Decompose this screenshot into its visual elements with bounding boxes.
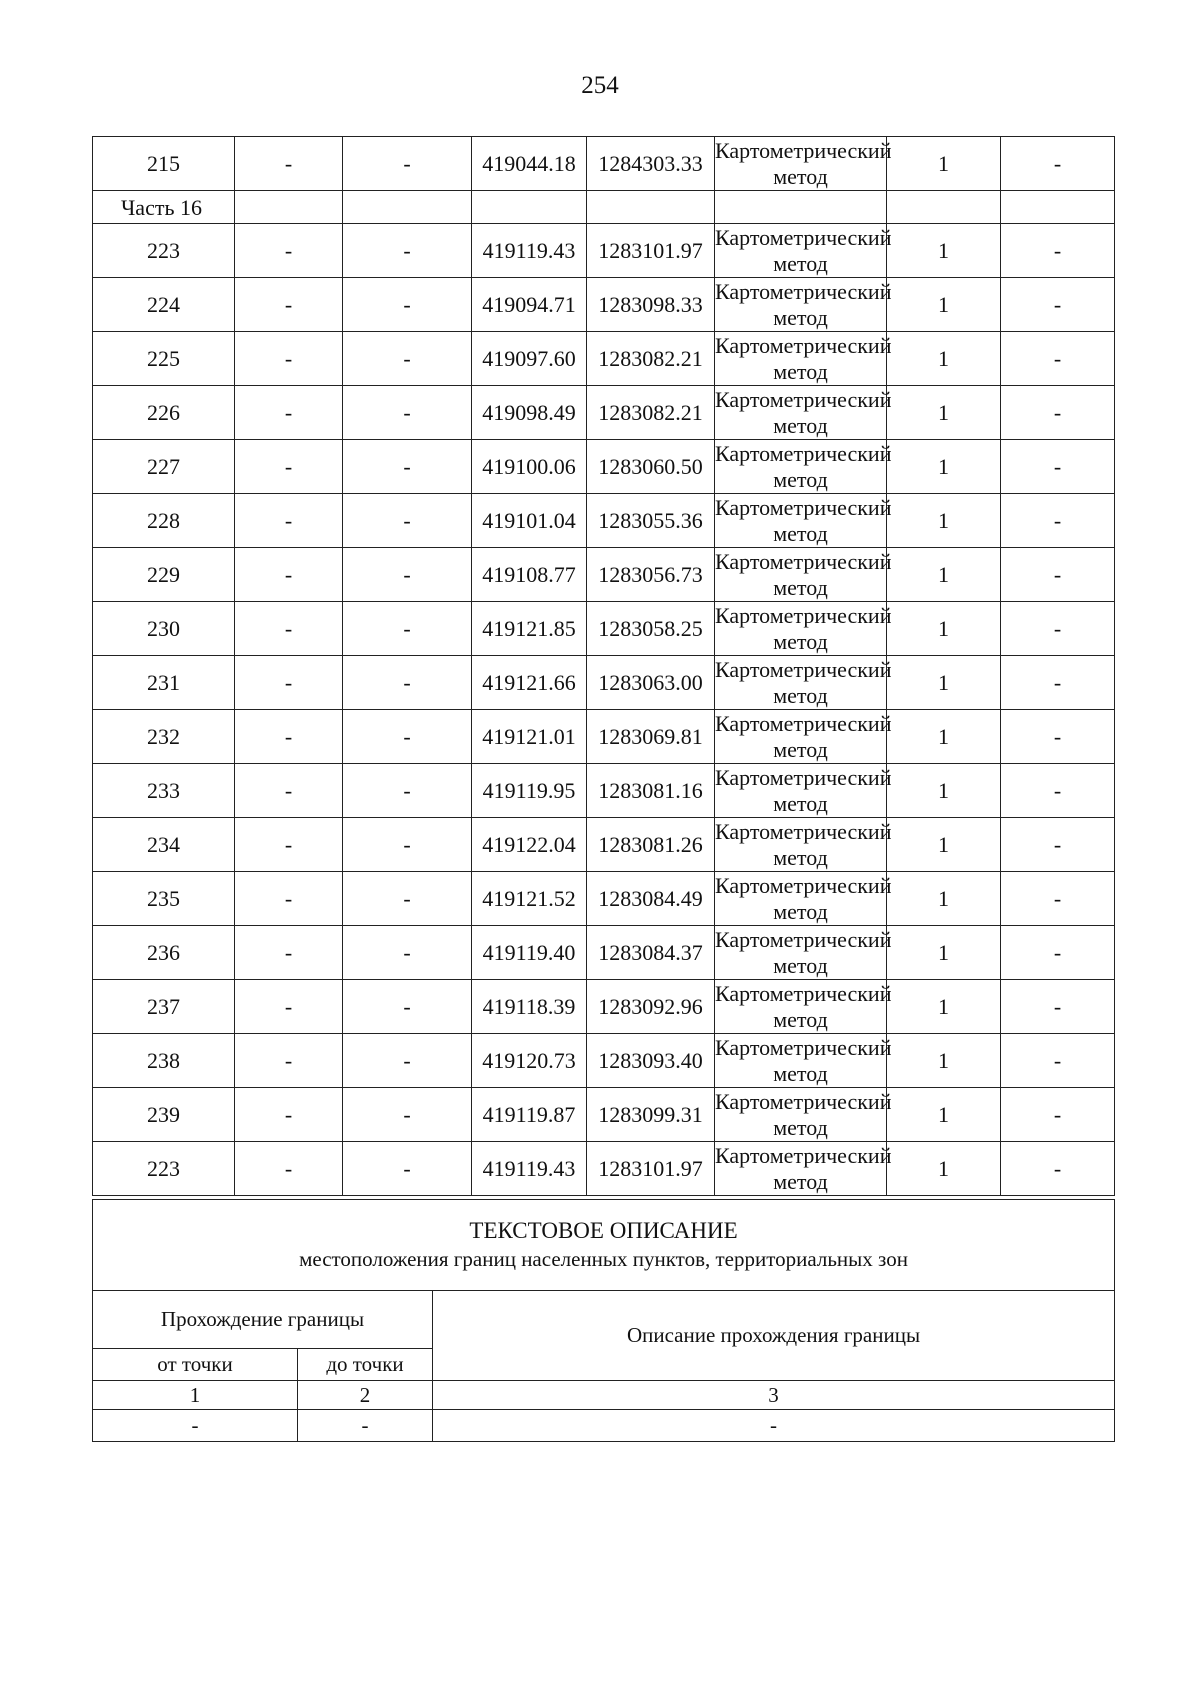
method-cell: Картометрический метод	[715, 548, 892, 600]
point-number-cell: 226	[93, 386, 235, 440]
x-coordinate-cell: 419121.52	[472, 872, 587, 926]
column-3-cell: -	[343, 332, 472, 386]
point-number-cell: 237	[93, 980, 235, 1034]
from-point-value: -	[93, 1410, 298, 1442]
method-cell: Картометрический метод	[715, 137, 892, 189]
column-2-cell: -	[235, 224, 343, 278]
x-coordinate-cell: 419119.43	[472, 1142, 587, 1196]
accuracy-cell: 1	[887, 278, 1001, 332]
table-row	[93, 1088, 1115, 1142]
point-number-cell: 234	[93, 818, 235, 872]
accuracy-cell: 1	[887, 1088, 1001, 1142]
accuracy-cell: 1	[887, 656, 1001, 710]
point-number-cell: 231	[93, 656, 235, 710]
point-number-cell: 227	[93, 440, 235, 494]
accuracy-cell: 1	[887, 872, 1001, 926]
y-coordinate-cell: 1283084.49	[587, 872, 715, 926]
column-8-cell: -	[1001, 818, 1115, 872]
table-row	[93, 440, 1115, 494]
column-3-cell: -	[343, 548, 472, 602]
y-coordinate-cell: 1283082.21	[587, 386, 715, 440]
accuracy-cell: 1	[887, 548, 1001, 602]
y-coordinate-cell: 1283081.16	[587, 764, 715, 818]
x-coordinate-cell: 419122.04	[472, 818, 587, 872]
column-8-cell: -	[1001, 440, 1115, 494]
point-number-cell: 238	[93, 1034, 235, 1088]
page-number: 254	[581, 72, 619, 99]
column-8-cell: -	[1001, 1034, 1115, 1088]
boundary-passage-header: Прохождение границы	[93, 1291, 433, 1349]
x-coordinate-cell: 419121.85	[472, 602, 587, 656]
column-2-cell: -	[235, 926, 343, 980]
column-3-cell: -	[343, 764, 472, 818]
accuracy-cell: 1	[887, 494, 1001, 548]
column-8-cell: -	[1001, 980, 1115, 1034]
column-3-cell: -	[343, 710, 472, 764]
accuracy-cell: 1	[887, 386, 1001, 440]
x-coordinate-cell: 419120.73	[472, 1034, 587, 1088]
description-title-cell	[93, 1200, 1115, 1291]
accuracy-cell: 1	[887, 764, 1001, 818]
accuracy-cell: 1	[887, 137, 1001, 191]
accuracy-cell: 1	[887, 818, 1001, 872]
method-cell: Картометрический метод	[715, 980, 892, 1032]
text-description-table	[92, 1199, 1115, 1442]
column-2-cell: -	[235, 386, 343, 440]
empty-cell	[887, 191, 1001, 224]
coordinates-table-body	[93, 137, 1115, 1196]
column-8-cell: -	[1001, 137, 1115, 191]
empty-cell	[343, 191, 472, 224]
table-row	[93, 137, 1115, 191]
column-number-1: 1	[93, 1381, 298, 1410]
point-number-cell: 229	[93, 548, 235, 602]
column-3-cell: -	[343, 440, 472, 494]
column-2-cell: -	[235, 1034, 343, 1088]
y-coordinate-cell: 1283058.25	[587, 602, 715, 656]
x-coordinate-cell: 419119.87	[472, 1088, 587, 1142]
x-coordinate-cell: 419097.60	[472, 332, 587, 386]
column-3-cell: -	[343, 980, 472, 1034]
column-2-cell: -	[235, 872, 343, 926]
accuracy-cell: 1	[887, 710, 1001, 764]
y-coordinate-cell: 1283056.73	[587, 548, 715, 602]
method-cell: Картометрический метод	[715, 710, 892, 762]
point-number-cell: 235	[93, 872, 235, 926]
method-cell: Картометрический метод	[715, 602, 892, 654]
table-row	[93, 710, 1115, 764]
column-2-cell: -	[235, 278, 343, 332]
table-row	[93, 548, 1115, 602]
y-coordinate-cell: 1283082.21	[587, 332, 715, 386]
table-row	[93, 872, 1115, 926]
description-subtitle: местоположения границ населенных пунктов, территориальных зон	[299, 1247, 908, 1271]
point-number-cell: 215	[93, 137, 235, 191]
point-number-cell: 232	[93, 710, 235, 764]
method-cell: Картометрический метод	[715, 926, 892, 978]
column-8-cell: -	[1001, 872, 1115, 926]
column-2-cell: -	[235, 602, 343, 656]
column-8-cell: -	[1001, 602, 1115, 656]
table-row	[93, 926, 1115, 980]
column-8-cell: -	[1001, 386, 1115, 440]
point-number-cell: 239	[93, 1088, 235, 1142]
column-8-cell: -	[1001, 494, 1115, 548]
x-coordinate-cell: 419108.77	[472, 548, 587, 602]
empty-cell	[472, 191, 587, 224]
y-coordinate-cell: 1283055.36	[587, 494, 715, 548]
x-coordinate-cell: 419098.49	[472, 386, 587, 440]
column-8-cell: -	[1001, 1088, 1115, 1142]
column-3-cell: -	[343, 137, 472, 191]
description-header-row	[93, 1291, 1115, 1349]
column-2-cell: -	[235, 548, 343, 602]
coordinates-table	[92, 136, 1115, 1196]
column-number-3: 3	[433, 1381, 1115, 1410]
table-row	[93, 332, 1115, 386]
empty-cell	[587, 191, 715, 224]
accuracy-cell: 1	[887, 440, 1001, 494]
point-number-cell: 233	[93, 764, 235, 818]
x-coordinate-cell: 419121.01	[472, 710, 587, 764]
table-row	[93, 656, 1115, 710]
x-coordinate-cell: 419044.18	[472, 137, 587, 191]
from-point-header: от точки	[93, 1349, 298, 1381]
method-cell: Картометрический метод	[715, 494, 892, 546]
table-row	[93, 764, 1115, 818]
x-coordinate-cell: 419119.43	[472, 224, 587, 278]
column-8-cell: -	[1001, 656, 1115, 710]
accuracy-cell: 1	[887, 980, 1001, 1034]
description-value: -	[433, 1410, 1115, 1442]
column-numbers-row	[93, 1381, 1115, 1410]
column-3-cell: -	[343, 494, 472, 548]
column-2-cell: -	[235, 137, 343, 191]
y-coordinate-cell: 1283084.37	[587, 926, 715, 980]
column-8-cell: -	[1001, 710, 1115, 764]
y-coordinate-cell: 1283099.31	[587, 1088, 715, 1142]
column-3-cell: -	[343, 224, 472, 278]
column-2-cell: -	[235, 818, 343, 872]
column-2-cell: -	[235, 980, 343, 1034]
column-8-cell: -	[1001, 332, 1115, 386]
x-coordinate-cell: 419101.04	[472, 494, 587, 548]
column-8-cell: -	[1001, 548, 1115, 602]
table-row	[93, 980, 1115, 1034]
point-number-cell: 223	[93, 1142, 235, 1196]
table-row	[93, 386, 1115, 440]
x-coordinate-cell: 419121.66	[472, 656, 587, 710]
x-coordinate-cell: 419119.95	[472, 764, 587, 818]
method-cell: Картометрический метод	[715, 1088, 892, 1140]
method-cell: Картометрический метод	[715, 764, 892, 816]
method-cell: Картометрический метод	[715, 440, 892, 492]
part-header-row	[93, 191, 1115, 224]
column-2-cell: -	[235, 494, 343, 548]
method-cell: Картометрический метод	[715, 332, 892, 384]
column-number-2: 2	[298, 1381, 433, 1410]
description-title: ТЕКСТОВОЕ ОПИСАНИЕ	[469, 1218, 738, 1243]
column-8-cell: -	[1001, 278, 1115, 332]
empty-cell	[1001, 191, 1115, 224]
description-title-row	[93, 1200, 1115, 1291]
column-3-cell: -	[343, 1034, 472, 1088]
column-3-cell: -	[343, 926, 472, 980]
method-cell: Картометрический метод	[715, 386, 892, 438]
column-8-cell: -	[1001, 764, 1115, 818]
column-3-cell: -	[343, 602, 472, 656]
empty-cell	[715, 191, 887, 224]
point-number-cell: 225	[93, 332, 235, 386]
method-cell: Картометрический метод	[715, 1142, 892, 1194]
table-row	[93, 818, 1115, 872]
to-point-value: -	[298, 1410, 433, 1442]
method-cell: Картометрический метод	[715, 278, 892, 330]
table-row	[93, 224, 1115, 278]
point-number-cell: 224	[93, 278, 235, 332]
column-2-cell: -	[235, 1088, 343, 1142]
method-cell: Картометрический метод	[715, 872, 892, 924]
y-coordinate-cell: 1283060.50	[587, 440, 715, 494]
column-3-cell: -	[343, 872, 472, 926]
column-2-cell: -	[235, 440, 343, 494]
method-cell: Картометрический метод	[715, 656, 892, 708]
point-number-cell: 228	[93, 494, 235, 548]
column-3-cell: -	[343, 656, 472, 710]
y-coordinate-cell: 1283093.40	[587, 1034, 715, 1088]
empty-cell	[235, 191, 343, 224]
method-cell: Картометрический метод	[715, 1034, 892, 1086]
column-8-cell: -	[1001, 224, 1115, 278]
column-3-cell: -	[343, 278, 472, 332]
column-2-cell: -	[235, 656, 343, 710]
method-cell: Картометрический метод	[715, 818, 892, 870]
y-coordinate-cell: 1284303.33	[587, 137, 715, 191]
x-coordinate-cell: 419119.40	[472, 926, 587, 980]
accuracy-cell: 1	[887, 1142, 1001, 1196]
description-column-header: Описание прохождения границы	[433, 1291, 1115, 1381]
y-coordinate-cell: 1283069.81	[587, 710, 715, 764]
accuracy-cell: 1	[887, 602, 1001, 656]
column-3-cell: -	[343, 1142, 472, 1196]
method-cell: Картометрический метод	[715, 224, 892, 276]
accuracy-cell: 1	[887, 1034, 1001, 1088]
table-row	[93, 278, 1115, 332]
y-coordinate-cell: 1283063.00	[587, 656, 715, 710]
accuracy-cell: 1	[887, 926, 1001, 980]
y-coordinate-cell: 1283092.96	[587, 980, 715, 1034]
to-point-header: до точки	[298, 1349, 433, 1381]
accuracy-cell: 1	[887, 224, 1001, 278]
column-2-cell: -	[235, 1142, 343, 1196]
y-coordinate-cell: 1283081.26	[587, 818, 715, 872]
y-coordinate-cell: 1283101.97	[587, 224, 715, 278]
table-row	[93, 494, 1115, 548]
point-number-cell: 236	[93, 926, 235, 980]
y-coordinate-cell: 1283098.33	[587, 278, 715, 332]
x-coordinate-cell: 419118.39	[472, 980, 587, 1034]
column-3-cell: -	[343, 1088, 472, 1142]
column-3-cell: -	[343, 818, 472, 872]
table-row	[93, 602, 1115, 656]
y-coordinate-cell: 1283101.97	[587, 1142, 715, 1196]
point-number-cell: 230	[93, 602, 235, 656]
point-number-cell: 223	[93, 224, 235, 278]
column-2-cell: -	[235, 710, 343, 764]
description-values-row	[93, 1410, 1115, 1442]
column-3-cell: -	[343, 386, 472, 440]
column-2-cell: -	[235, 332, 343, 386]
accuracy-cell: 1	[887, 332, 1001, 386]
column-8-cell: -	[1001, 926, 1115, 980]
column-8-cell: -	[1001, 1142, 1115, 1196]
x-coordinate-cell: 419094.71	[472, 278, 587, 332]
column-2-cell: -	[235, 764, 343, 818]
table-row	[93, 1142, 1115, 1196]
part-label: Часть 16	[93, 191, 235, 224]
x-coordinate-cell: 419100.06	[472, 440, 587, 494]
table-row	[93, 1034, 1115, 1088]
